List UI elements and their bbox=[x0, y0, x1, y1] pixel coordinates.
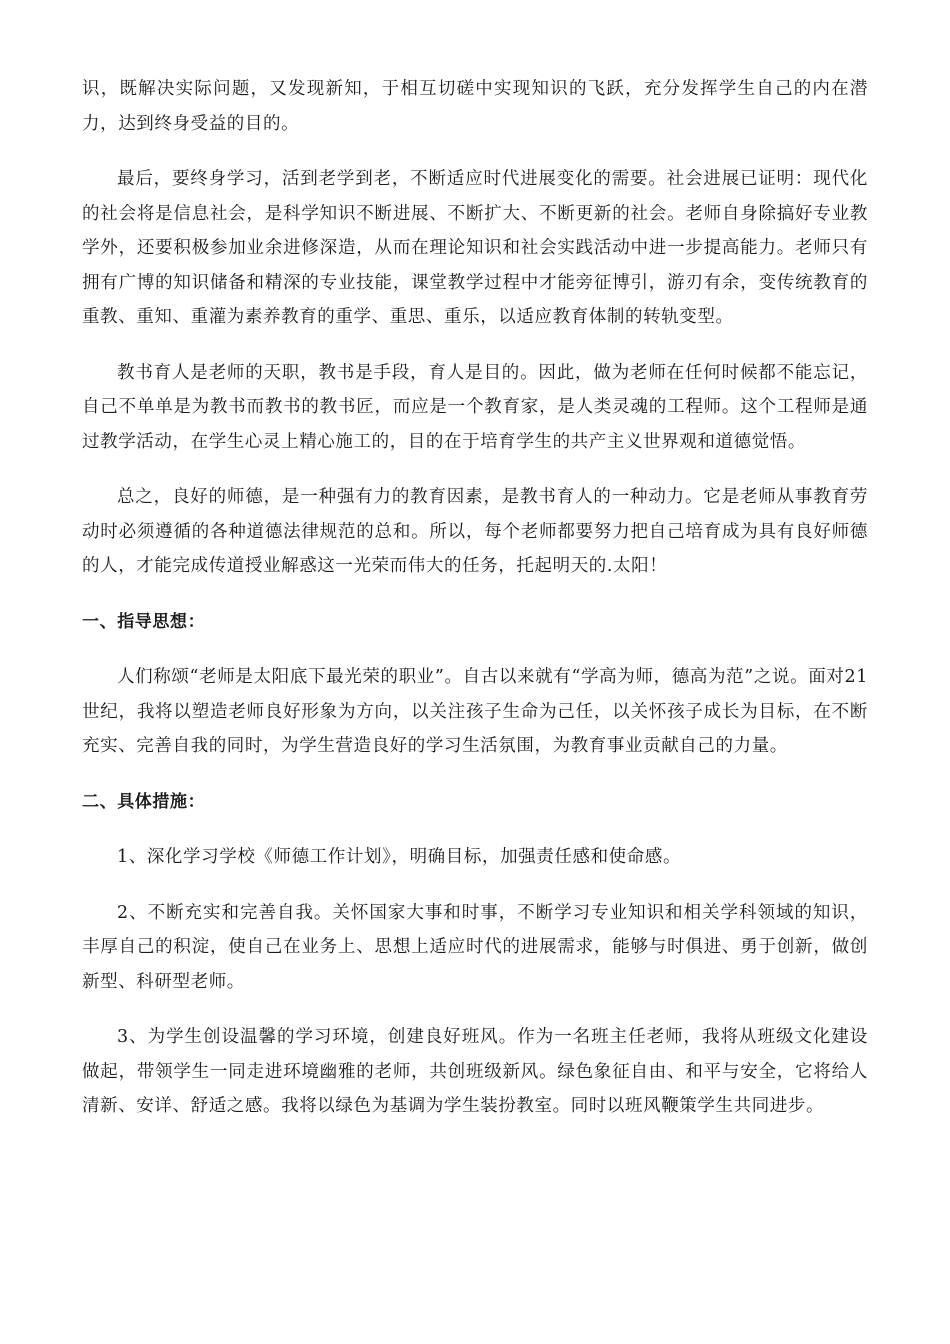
paragraph-lifelong-learning: 最后，要终身学习，活到老学到老，不断适应时代进展变化的需要。社会进展已证明：现代化的社会将是信息社会，是科学知识不断进展、不断扩大、不断更新的社会。老师自身除搞好专业教学外，还要积极参加业余进修深造，从而在理论知识和社会实践活动中进一步提高能力。老师只有拥有广博的知识储备和精深的专业技能，课堂教学过程中才能旁征博引，游刃有余，变传统教育的重教、重知、重灌为素养教育的重学、重思、重乐，以适应教育体制的转轨变型。 bbox=[82, 169, 868, 327]
paragraph-teaching-duty: 教书育人是老师的天职，教书是手段，育人是目的。因此，做为老师在任何时候都不能忘记，自己不单单是为教书而教书的教书匠，而应是一个教育家，是人类灵魂的工程师。这个工程师是通过教学活动，在学生心灵上精心施工的，目的在于培育学生的共产主义世界观和道德觉悟。 bbox=[82, 362, 868, 452]
paragraph-conclusion: 总之，良好的师德，是一种强有力的教育因素，是教书育人的一种动力。它是老师从事教育劳动时必须遵循的各种道德法律规范的总和。所以，每个老师都要努力把自己培育成为具有良好师德的人，才能完成传道授业解惑这一光荣而伟大的任务，托起明天的.太阳！ bbox=[82, 487, 868, 576]
paragraph-continuation: 识，既解决实际问题，又发现新知，于相互切磋中实现知识的飞跃，充分发挥学生自己的内在潜力，达到终身受益的目的。 bbox=[82, 79, 868, 134]
measure-item-2: 2、不断充实和完善自我。关怀国家大事和时事，不断学习专业知识和相关学科领域的知识，丰厚自己的积淀，使自己在业务上、思想上适应时代的进展需求，能够与时俱进、勇于创新，做创新型、科研型老师。 bbox=[82, 902, 868, 992]
section-heading-measures: 二、具体措施： bbox=[82, 791, 206, 812]
paragraph-guiding-thought: 人们称颂“老师是太阳底下最光荣的职业”。自古以来就有“学高为师，德高为范”之说。面对21世纪，我将以塑造老师良好形象为方向，以关注孩子生命为己任，以关怀孩子成长为目标，在不断充实、完善自我的同时，为学生营造良好的学习生活氛围，为教育事业贡献自己的力量。 bbox=[82, 667, 868, 756]
document-page bbox=[82, 72, 868, 1145]
measure-item-3: 3、为学生创设温馨的学习环境，创建良好班风。作为一名班主任老师，我将从班级文化建设做起，带领学生一同走进环境幽雅的老师，共创班级新风。绿色象征自由、和平与安全，它将给人清新、安详、舒适之感。我将以绿色为基调为学生装扮教室。同时以班风鞭策学生共同进步。 bbox=[82, 1027, 868, 1116]
measure-item-1: 1、深化学习学校《师德工作计划》，明确目标，加强责任感和使命感。 bbox=[117, 847, 682, 867]
section-heading-guiding-thought: 一、指导思想： bbox=[82, 611, 206, 632]
